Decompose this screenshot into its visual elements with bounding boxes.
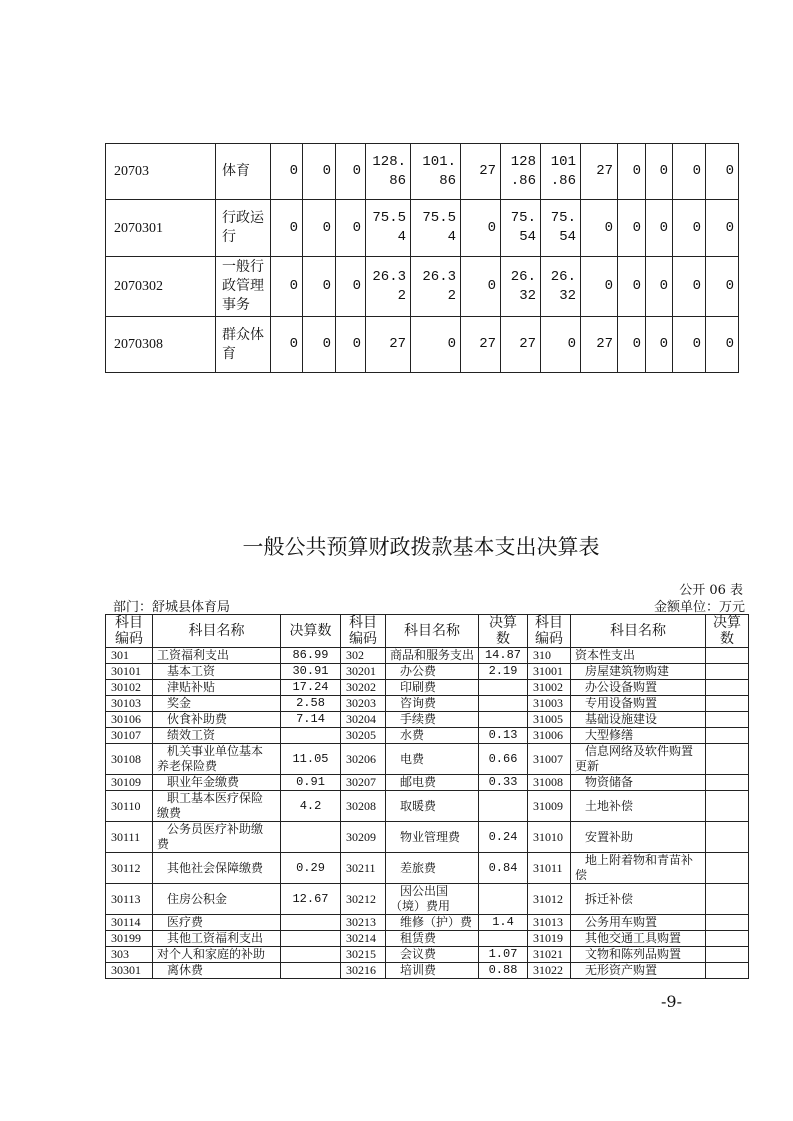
subject-name-cell: 办公费 xyxy=(386,664,479,680)
amount-cell xyxy=(706,696,749,712)
amount-cell xyxy=(479,696,528,712)
amount-cell xyxy=(706,931,749,947)
subject-name-cell: 公务员医疗补助缴费 xyxy=(153,822,281,853)
amount-cell: 27 xyxy=(581,144,618,200)
amount-cell xyxy=(706,963,749,979)
subject-name-cell: 大型修缮 xyxy=(571,728,706,744)
amount-cell xyxy=(281,931,341,947)
table-row xyxy=(106,775,749,791)
table-row xyxy=(106,728,749,744)
amount-cell: 0 xyxy=(706,200,739,257)
table-row xyxy=(106,822,749,853)
amount-cell: 0 xyxy=(411,317,461,373)
amount-cell: 75.54 xyxy=(541,200,581,257)
amount-cell: 1.4 xyxy=(479,915,528,931)
table-row xyxy=(106,200,739,257)
form-number: 公开 06 表 xyxy=(679,583,743,598)
amount-cell: 11.05 xyxy=(281,744,341,775)
subject-name-cell: 维修（护）费 xyxy=(386,915,479,931)
amount-cell: 0 xyxy=(673,317,706,373)
subject-code-cell: 310 xyxy=(528,648,571,664)
amount-cell: 0 xyxy=(646,317,673,373)
amount-cell xyxy=(706,728,749,744)
amount-cell: 0 xyxy=(271,200,303,257)
subject-name-cell: 因公出国（境）费用 xyxy=(386,884,479,915)
function-code-cell: 20703 xyxy=(106,144,216,200)
amount-cell xyxy=(281,947,341,963)
subject-code-cell: 31005 xyxy=(528,712,571,728)
page-number: -9- xyxy=(661,992,682,1011)
column-header: 科目名称 xyxy=(153,615,281,648)
table-row xyxy=(106,317,739,373)
subject-name-cell: 房屋建筑物购建 xyxy=(571,664,706,680)
table-title: 一般公共预算财政拨款基本支出决算表 xyxy=(242,535,600,559)
subject-code-cell: 31002 xyxy=(528,680,571,696)
subject-code-cell: 30214 xyxy=(341,931,386,947)
subject-name-cell: 咨询费 xyxy=(386,696,479,712)
amount-cell: 0 xyxy=(303,144,336,200)
amount-cell: 0.88 xyxy=(479,963,528,979)
amount-cell: 4.2 xyxy=(281,791,341,822)
subject-name-cell: 地上附着物和青苗补偿 xyxy=(571,853,706,884)
amount-cell xyxy=(479,884,528,915)
amount-cell xyxy=(479,680,528,696)
amount-cell: 0.13 xyxy=(479,728,528,744)
amount-cell: 0 xyxy=(618,317,646,373)
amount-cell xyxy=(706,712,749,728)
subject-code-cell: 30301 xyxy=(106,963,153,979)
continued-table-body xyxy=(106,144,739,373)
amount-cell xyxy=(281,963,341,979)
table-row xyxy=(106,664,749,680)
amount-cell: 0 xyxy=(673,200,706,257)
table-row xyxy=(106,257,739,317)
amount-cell: 0.33 xyxy=(479,775,528,791)
amount-cell: 0 xyxy=(336,317,366,373)
subject-name-cell: 其他交通工具购置 xyxy=(571,931,706,947)
subject-name-cell: 土地补偿 xyxy=(571,791,706,822)
amount-cell: 26.32 xyxy=(541,257,581,317)
amount-cell xyxy=(706,915,749,931)
subject-code-cell: 31019 xyxy=(528,931,571,947)
column-header: 科目名称 xyxy=(571,615,706,648)
amount-cell xyxy=(479,791,528,822)
subject-name-cell: 办公设备购置 xyxy=(571,680,706,696)
subject-code-cell: 30113 xyxy=(106,884,153,915)
function-name-cell: 行政运行 xyxy=(216,200,271,257)
amount-cell: 27 xyxy=(581,317,618,373)
subject-name-cell: 对个人和家庭的补助 xyxy=(153,947,281,963)
subject-code-cell: 303 xyxy=(106,947,153,963)
subject-name-cell: 职业年金缴费 xyxy=(153,775,281,791)
amount-cell: 0 xyxy=(336,200,366,257)
amount-cell: 0 xyxy=(271,144,303,200)
amount-cell: 0 xyxy=(271,257,303,317)
table-row xyxy=(106,853,749,884)
subject-code-cell: 30211 xyxy=(341,853,386,884)
currency-unit-label: 金额单位：万元 xyxy=(653,600,745,615)
subject-code-cell: 31008 xyxy=(528,775,571,791)
amount-cell: 0 xyxy=(461,257,501,317)
amount-cell: 14.87 xyxy=(479,648,528,664)
subject-code-cell: 30106 xyxy=(106,712,153,728)
column-header: 决算数 xyxy=(706,615,749,648)
amount-cell: 26.32 xyxy=(501,257,541,317)
column-header: 科目编码 xyxy=(528,615,571,648)
subject-code-cell: 301 xyxy=(106,648,153,664)
subject-name-cell: 工资福利支出 xyxy=(153,648,281,664)
amount-cell: 0 xyxy=(303,317,336,373)
amount-cell xyxy=(706,775,749,791)
amount-cell xyxy=(281,728,341,744)
subject-code-cell: 30213 xyxy=(341,915,386,931)
column-header: 科目编码 xyxy=(341,615,386,648)
function-code-cell: 2070301 xyxy=(106,200,216,257)
subject-code-cell: 31001 xyxy=(528,664,571,680)
amount-cell: 75.54 xyxy=(366,200,411,257)
subject-code-cell: 31010 xyxy=(528,822,571,853)
amount-cell: 0 xyxy=(706,144,739,200)
subject-name-cell: 差旅费 xyxy=(386,853,479,884)
amount-cell: 2.19 xyxy=(479,664,528,680)
amount-cell: 0 xyxy=(646,144,673,200)
subject-name-cell: 专用设备购置 xyxy=(571,696,706,712)
expenditure-table-body xyxy=(106,648,749,979)
amount-cell xyxy=(706,648,749,664)
amount-cell: 26.32 xyxy=(366,257,411,317)
subject-name-cell: 信息网络及软件购置更新 xyxy=(571,744,706,775)
amount-cell: 26.32 xyxy=(411,257,461,317)
subject-name-cell: 手续费 xyxy=(386,712,479,728)
subject-name-cell: 住房公积金 xyxy=(153,884,281,915)
amount-cell: 27 xyxy=(501,317,541,373)
amount-cell: 30.91 xyxy=(281,664,341,680)
subject-code-cell: 31003 xyxy=(528,696,571,712)
amount-cell: 0 xyxy=(706,317,739,373)
subject-code-cell: 30199 xyxy=(106,931,153,947)
amount-cell: 1.07 xyxy=(479,947,528,963)
amount-cell: 75.54 xyxy=(411,200,461,257)
department-label: 部门：舒城县体育局 xyxy=(113,600,231,615)
amount-cell: 27 xyxy=(461,317,501,373)
subject-code-cell: 302 xyxy=(341,648,386,664)
subject-code-cell: 30215 xyxy=(341,947,386,963)
amount-cell xyxy=(281,915,341,931)
amount-cell xyxy=(706,884,749,915)
amount-cell: 12.67 xyxy=(281,884,341,915)
subject-code-cell: 31006 xyxy=(528,728,571,744)
subject-code-cell: 31013 xyxy=(528,915,571,931)
subject-name-cell: 基本工资 xyxy=(153,664,281,680)
subject-name-cell: 奖金 xyxy=(153,696,281,712)
subject-code-cell: 30102 xyxy=(106,680,153,696)
subject-code-cell: 31012 xyxy=(528,884,571,915)
subject-code-cell: 30212 xyxy=(341,884,386,915)
subject-name-cell: 资本性支出 xyxy=(571,648,706,664)
amount-cell: 0 xyxy=(271,317,303,373)
subject-code-cell: 30202 xyxy=(341,680,386,696)
subject-code-cell: 30114 xyxy=(106,915,153,931)
subject-name-cell: 无形资产购置 xyxy=(571,963,706,979)
subject-name-cell: 基础设施建设 xyxy=(571,712,706,728)
subject-name-cell: 医疗费 xyxy=(153,915,281,931)
subject-name-cell: 绩效工资 xyxy=(153,728,281,744)
column-header: 决算数 xyxy=(281,615,341,648)
amount-cell: 0 xyxy=(673,144,706,200)
subject-code-cell: 30107 xyxy=(106,728,153,744)
amount-cell: 75.54 xyxy=(501,200,541,257)
amount-cell: 0 xyxy=(618,257,646,317)
table-row xyxy=(106,744,749,775)
subject-name-cell: 培训费 xyxy=(386,963,479,979)
amount-cell: 7.14 xyxy=(281,712,341,728)
amount-cell: 0 xyxy=(673,257,706,317)
amount-cell: 0.91 xyxy=(281,775,341,791)
amount-cell: 0.84 xyxy=(479,853,528,884)
subject-code-cell: 31021 xyxy=(528,947,571,963)
amount-cell: 101.86 xyxy=(411,144,461,200)
subject-name-cell: 公务用车购置 xyxy=(571,915,706,931)
amount-cell: 0 xyxy=(541,317,581,373)
column-header: 科目名称 xyxy=(386,615,479,648)
subject-code-cell: 31009 xyxy=(528,791,571,822)
subject-code-cell: 30216 xyxy=(341,963,386,979)
amount-cell: 27 xyxy=(461,144,501,200)
amount-cell: 17.24 xyxy=(281,680,341,696)
amount-cell: 0 xyxy=(581,257,618,317)
amount-cell: 27 xyxy=(366,317,411,373)
amount-cell: 0 xyxy=(336,257,366,317)
subject-code-cell: 30103 xyxy=(106,696,153,712)
table-row xyxy=(106,963,749,979)
table-row xyxy=(106,648,749,664)
subject-code-cell: 30110 xyxy=(106,791,153,822)
subject-code-cell: 30101 xyxy=(106,664,153,680)
subject-code-cell: 31022 xyxy=(528,963,571,979)
amount-cell xyxy=(706,791,749,822)
amount-cell: 2.58 xyxy=(281,696,341,712)
amount-cell: 128.86 xyxy=(501,144,541,200)
amount-cell: 0 xyxy=(461,200,501,257)
amount-cell xyxy=(281,822,341,853)
table-row xyxy=(106,680,749,696)
subject-name-cell: 津贴补贴 xyxy=(153,680,281,696)
subject-name-cell: 邮电费 xyxy=(386,775,479,791)
subject-code-cell: 31007 xyxy=(528,744,571,775)
table-row xyxy=(106,712,749,728)
function-code-cell: 2070302 xyxy=(106,257,216,317)
table-row xyxy=(106,144,739,200)
function-name-cell: 群众体育 xyxy=(216,317,271,373)
subject-name-cell: 商品和服务支出 xyxy=(386,648,479,664)
function-name-cell: 体育 xyxy=(216,144,271,200)
table-row xyxy=(106,947,749,963)
amount-cell xyxy=(706,680,749,696)
subject-name-cell: 拆迁补偿 xyxy=(571,884,706,915)
amount-cell xyxy=(479,931,528,947)
amount-cell: 0 xyxy=(336,144,366,200)
column-header: 决算数 xyxy=(479,615,528,648)
subject-name-cell: 租赁费 xyxy=(386,931,479,947)
subject-code-cell: 30203 xyxy=(341,696,386,712)
subject-name-cell: 会议费 xyxy=(386,947,479,963)
amount-cell xyxy=(706,822,749,853)
subject-name-cell: 物业管理费 xyxy=(386,822,479,853)
amount-cell: 0 xyxy=(618,144,646,200)
subject-code-cell: 30208 xyxy=(341,791,386,822)
amount-cell: 128.86 xyxy=(366,144,411,200)
subject-name-cell: 其他社会保障缴费 xyxy=(153,853,281,884)
subject-name-cell: 印刷费 xyxy=(386,680,479,696)
amount-cell: 0.29 xyxy=(281,853,341,884)
amount-cell: 0 xyxy=(706,257,739,317)
amount-cell xyxy=(706,853,749,884)
amount-cell: 0.66 xyxy=(479,744,528,775)
table-row xyxy=(106,791,749,822)
table-row xyxy=(106,696,749,712)
subject-name-cell: 离休费 xyxy=(153,963,281,979)
amount-cell xyxy=(706,744,749,775)
subject-code-cell: 30209 xyxy=(341,822,386,853)
subject-code-cell: 30111 xyxy=(106,822,153,853)
subject-name-cell: 机关事业单位基本养老保险费 xyxy=(153,744,281,775)
amount-cell: 86.99 xyxy=(281,648,341,664)
amount-cell xyxy=(706,947,749,963)
subject-code-cell: 30112 xyxy=(106,853,153,884)
subject-code-cell: 30108 xyxy=(106,744,153,775)
table-row xyxy=(106,931,749,947)
amount-cell: 101.86 xyxy=(541,144,581,200)
table-row xyxy=(106,915,749,931)
amount-cell: 0 xyxy=(618,200,646,257)
subject-code-cell: 30207 xyxy=(341,775,386,791)
table-row xyxy=(106,884,749,915)
amount-cell: 0 xyxy=(581,200,618,257)
subject-code-cell: 30206 xyxy=(341,744,386,775)
subject-name-cell: 伙食补助费 xyxy=(153,712,281,728)
subject-code-cell: 30201 xyxy=(341,664,386,680)
amount-cell: 0 xyxy=(646,257,673,317)
amount-cell xyxy=(706,664,749,680)
subject-name-cell: 安置补助 xyxy=(571,822,706,853)
basic-expenditure-table xyxy=(105,614,749,979)
amount-cell xyxy=(479,712,528,728)
column-header: 科目编码 xyxy=(106,615,153,648)
amount-cell: 0 xyxy=(646,200,673,257)
continued-expenditure-table xyxy=(105,143,739,373)
subject-name-cell: 水费 xyxy=(386,728,479,744)
subject-code-cell: 30205 xyxy=(341,728,386,744)
amount-cell: 0 xyxy=(303,257,336,317)
amount-cell: 0 xyxy=(303,200,336,257)
subject-code-cell: 30204 xyxy=(341,712,386,728)
subject-code-cell: 30109 xyxy=(106,775,153,791)
subject-name-cell: 电费 xyxy=(386,744,479,775)
subject-name-cell: 职工基本医疗保险缴费 xyxy=(153,791,281,822)
function-name-cell: 一般行政管理事务 xyxy=(216,257,271,317)
header-row xyxy=(106,615,749,648)
subject-name-cell: 其他工资福利支出 xyxy=(153,931,281,947)
subject-code-cell: 31011 xyxy=(528,853,571,884)
subject-name-cell: 取暖费 xyxy=(386,791,479,822)
subject-name-cell: 文物和陈列品购置 xyxy=(571,947,706,963)
subject-name-cell: 物资储备 xyxy=(571,775,706,791)
function-code-cell: 2070308 xyxy=(106,317,216,373)
amount-cell: 0.24 xyxy=(479,822,528,853)
